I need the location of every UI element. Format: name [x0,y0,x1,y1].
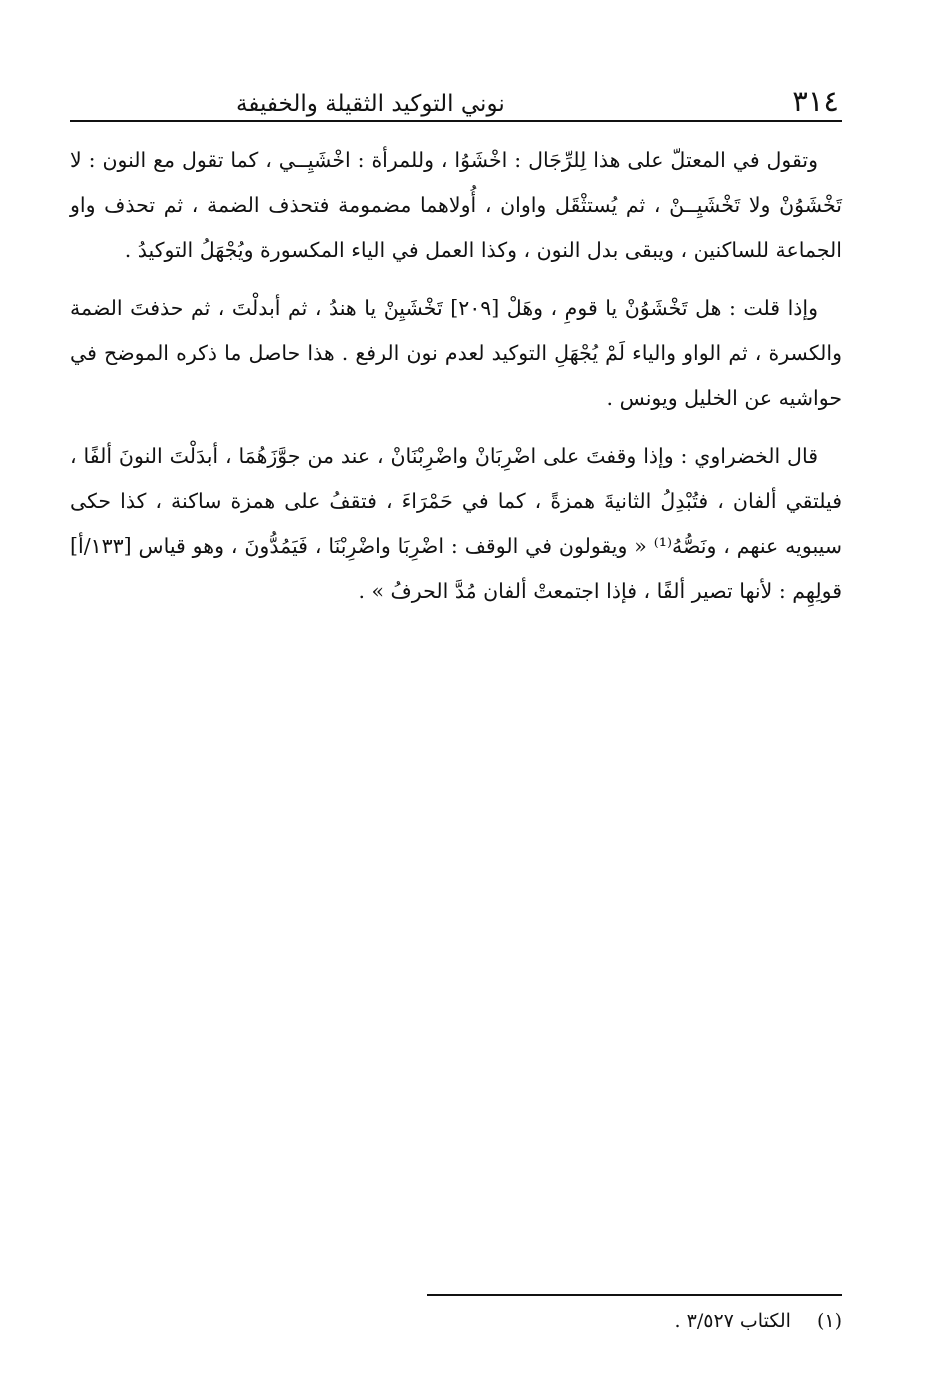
footnote-mark: (١) [816,1310,842,1332]
page-number: ٣١٤ [792,84,839,118]
page-header [70,82,842,122]
running-title: نوني التوكيد الثقيلة والخفيفة [236,91,505,117]
footnotes [70,1294,842,1336]
paragraph-1: وتقول في المعتلّ على هذا لِلرِّجَال : اخْشَوُا ، وللمرأة : اخْشَيِــي ، كما تقول مع النون : لا تَخْشَوُنْ ولا تَخْشَيِــنْ ، ثم يُستثْقَل واوان ، أُولاهما مضمومة فتحذف الضمة ، ثم تحذف واو الجماعة للساكنين ، ويبقى بدل النون ، وكذا العمل في الياء المكسورة ويُجْهَلُ التوكيدُ . [70,148,842,262]
footnote-1 [70,1306,842,1336]
footnote-divider [427,1294,842,1296]
book-page [70,82,842,1362]
paragraph-2: وإذا قلت : هل تَخْشَوُنْ يا قومِ ، وهَلْ [٢٠٩] تَخْشَيِنْ يا هندُ ، ثم أبدلْتَ ، ثم حذفتَ الضمة والكسرة ، ثم الواو والياء لَمْ يُجْهَلِ التوكيد لعدم نون الرفع . هذا حاصل ما ذكره الموضح في حواشيه عن الخليل ويونس . [70,296,842,410]
footnote-text: الكتاب ٣/٥٢٧ . [674,1310,791,1332]
paragraph-3: قال الخضراوي : وإذا وقفتَ على اضْرِبَانْ واضْرِبْنَانْ ، عند من جوَّزَهُمَا ، أبدَلْتَ النونَ ألفًا ، فيلتقي ألفان ، فتُبْدِلُ الثانيةَ همزةً ، كما في حَمْرَاءَ ، فتقفُ على همزة ساكنة ، كذا حكى سيبويه عنهم ، ونَصُّهُ⁽¹⁾ « ويقولون في الوقف : اضْرِبَا واضْرِبْنَا ، فَيَمُدُّونَ ، وهو قياس [١٣٣/أ] قولِهِم : لأنها تصير ألفًا ، فإذا اجتمعتْ ألفان مُدَّ الحرفُ » . [70,444,843,603]
main-text [70,138,842,614]
